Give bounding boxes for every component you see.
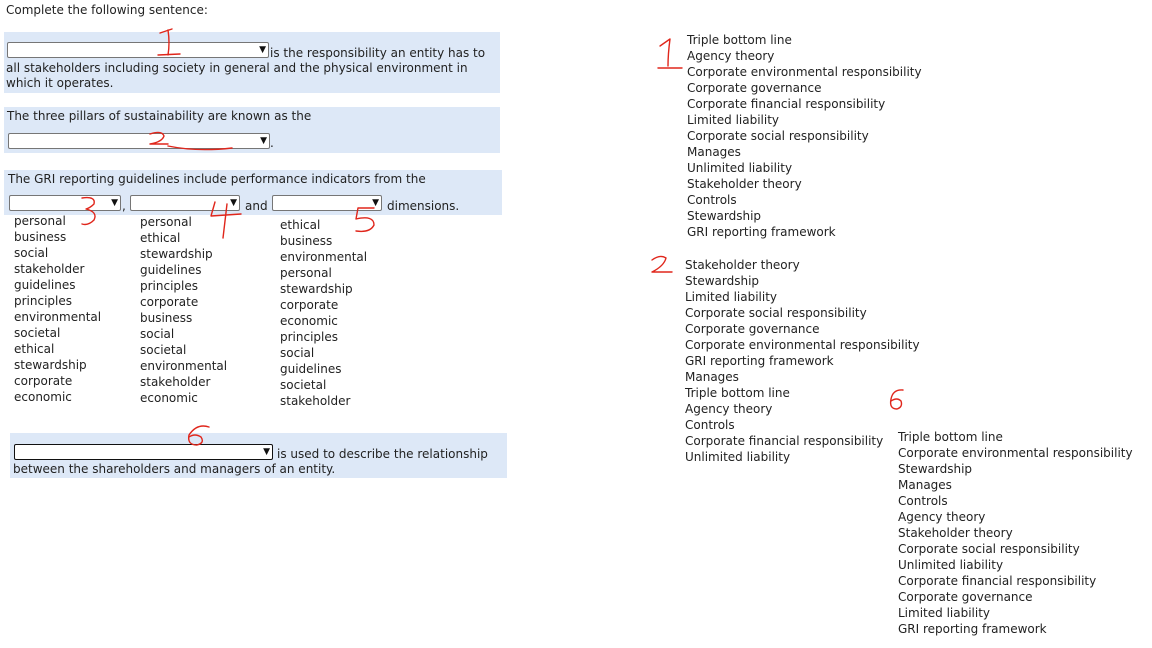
list-item: Limited liability: [685, 290, 778, 304]
list-item: corporate: [140, 295, 199, 309]
q1-line3: which it operates.: [6, 76, 114, 90]
list-item: Corporate financial responsibility: [685, 434, 884, 448]
list-item: personal: [140, 215, 192, 229]
list-item: environmental: [14, 310, 102, 324]
list-item: economic: [280, 314, 338, 328]
list-item: Controls: [687, 193, 737, 207]
question-4-box: [10, 433, 507, 478]
list-item: guidelines: [280, 362, 342, 376]
options-list-2: [685, 257, 920, 465]
handwritten-mark-4: [205, 198, 245, 240]
list-item: Corporate governance: [685, 322, 820, 336]
list-item: social: [140, 327, 175, 341]
list-item: Triple bottom line: [898, 430, 1003, 444]
options-list-6: [898, 429, 1133, 637]
list-item: Stakeholder theory: [685, 258, 800, 272]
list-item: Agency theory: [685, 402, 773, 416]
list-item: stewardship: [14, 358, 87, 372]
list-item: Unlimited liability: [898, 558, 1004, 572]
chevron-down-icon: ▼: [263, 447, 270, 457]
list-item: Stakeholder theory: [898, 526, 1013, 540]
list-item: Stewardship: [687, 209, 762, 223]
list-item: Unlimited liability: [685, 450, 791, 464]
list-item: societal: [280, 378, 327, 392]
handwritten-mark-6b: [885, 387, 909, 413]
select-3[interactable]: [9, 195, 121, 211]
list-item: ethical: [280, 218, 321, 232]
list-item: societal: [140, 343, 187, 357]
handwritten-mark-1b: [656, 36, 684, 72]
list-item: principles: [140, 279, 199, 293]
list-item: business: [140, 311, 193, 325]
list-item: economic: [14, 390, 72, 404]
handwritten-mark-2: [142, 130, 237, 152]
chevron-down-icon: ▼: [372, 198, 379, 208]
list-item: guidelines: [14, 278, 76, 292]
list-item: business: [280, 234, 333, 248]
list-item: corporate: [280, 298, 339, 312]
list-item: stakeholder: [14, 262, 85, 276]
list-item: Corporate environmental responsibility: [685, 338, 920, 352]
chevron-down-icon: ▼: [230, 198, 237, 208]
list-item: Corporate environmental responsibility: [898, 446, 1133, 460]
q2-end: .: [270, 136, 274, 150]
list-item: environmental: [140, 359, 228, 373]
list-item: ethical: [14, 342, 55, 356]
list-item: Corporate social responsibility: [687, 129, 869, 143]
list-item: Manages: [898, 478, 952, 492]
list-item: Unlimited liability: [687, 161, 793, 175]
list-item: Corporate social responsibility: [898, 542, 1080, 556]
list-item: Stewardship: [898, 462, 973, 476]
q4-line2: between the shareholders and managers of an entity.: [13, 462, 336, 476]
list-item: Agency theory: [898, 510, 986, 524]
list-item: Manages: [685, 370, 739, 384]
list-item: Corporate governance: [687, 81, 822, 95]
list-item: Corporate financial responsibility: [687, 97, 886, 111]
list-item: corporate: [14, 374, 73, 388]
list-item: stewardship: [280, 282, 353, 296]
list-item: societal: [14, 326, 61, 340]
list-item: principles: [14, 294, 73, 308]
list-item: Limited liability: [898, 606, 991, 620]
handwritten-mark-6: [183, 423, 213, 449]
select-6[interactable]: [14, 444, 273, 460]
q3-end: dimensions.: [387, 199, 460, 213]
dims-list-2: [140, 214, 227, 406]
q3-comma: ,: [122, 199, 126, 213]
q2-text: The three pillars of sustainability are known as the: [7, 109, 312, 123]
list-item: Triple bottom line: [685, 386, 790, 400]
question-1-box: [4, 32, 500, 93]
handwritten-mark-1: [150, 25, 190, 61]
list-item: ethical: [140, 231, 181, 245]
list-item: stewardship: [140, 247, 213, 261]
list-item: guidelines: [140, 263, 202, 277]
list-item: GRI reporting framework: [687, 225, 836, 239]
instruction: Complete the following sentence:: [6, 3, 208, 17]
select-1[interactable]: [7, 42, 269, 58]
handwritten-mark-5: [352, 205, 380, 235]
list-item: Agency theory: [687, 49, 775, 63]
list-item: Controls: [685, 418, 735, 432]
list-item: social: [280, 346, 315, 360]
list-item: Corporate governance: [898, 590, 1033, 604]
list-item: GRI reporting framework: [898, 622, 1047, 636]
list-item: Corporate social responsibility: [685, 306, 867, 320]
list-item: business: [14, 230, 67, 244]
dims-list-3: [280, 217, 367, 409]
list-item: personal: [14, 214, 66, 228]
chevron-down-icon: ▼: [260, 136, 267, 146]
chevron-down-icon: ▼: [259, 45, 266, 55]
list-item: economic: [140, 391, 198, 405]
list-item: Limited liability: [687, 113, 780, 127]
list-item: Stewardship: [685, 274, 760, 288]
list-item: stakeholder: [140, 375, 211, 389]
list-item: Corporate financial responsibility: [898, 574, 1097, 588]
dims-list-1: [14, 213, 101, 405]
handwritten-mark-2b: [648, 254, 676, 280]
options-list-1: [687, 32, 922, 240]
handwritten-mark-3: [78, 194, 102, 230]
q1-line2: all stakeholders including society in general and the physical environment in: [6, 61, 468, 75]
list-item: Manages: [687, 145, 741, 159]
q3-text: The GRI reporting guidelines include performance indicators from the: [8, 172, 426, 186]
list-item: Stakeholder theory: [687, 177, 802, 191]
list-item: environmental: [280, 250, 368, 264]
list-item: principles: [280, 330, 339, 344]
list-item: Triple bottom line: [687, 33, 792, 47]
chevron-down-icon: ▼: [111, 198, 118, 208]
question-2-box: [4, 107, 500, 153]
q1-tail: is the responsibility an entity has to: [270, 46, 486, 60]
list-item: social: [14, 246, 49, 260]
q3-and: and: [245, 199, 268, 213]
list-item: stakeholder: [280, 394, 351, 408]
list-item: personal: [280, 266, 332, 280]
list-item: Corporate environmental responsibility: [687, 65, 922, 79]
list-item: GRI reporting framework: [685, 354, 834, 368]
q4-tail: is used to describe the relationship: [277, 447, 488, 461]
list-item: Controls: [898, 494, 948, 508]
